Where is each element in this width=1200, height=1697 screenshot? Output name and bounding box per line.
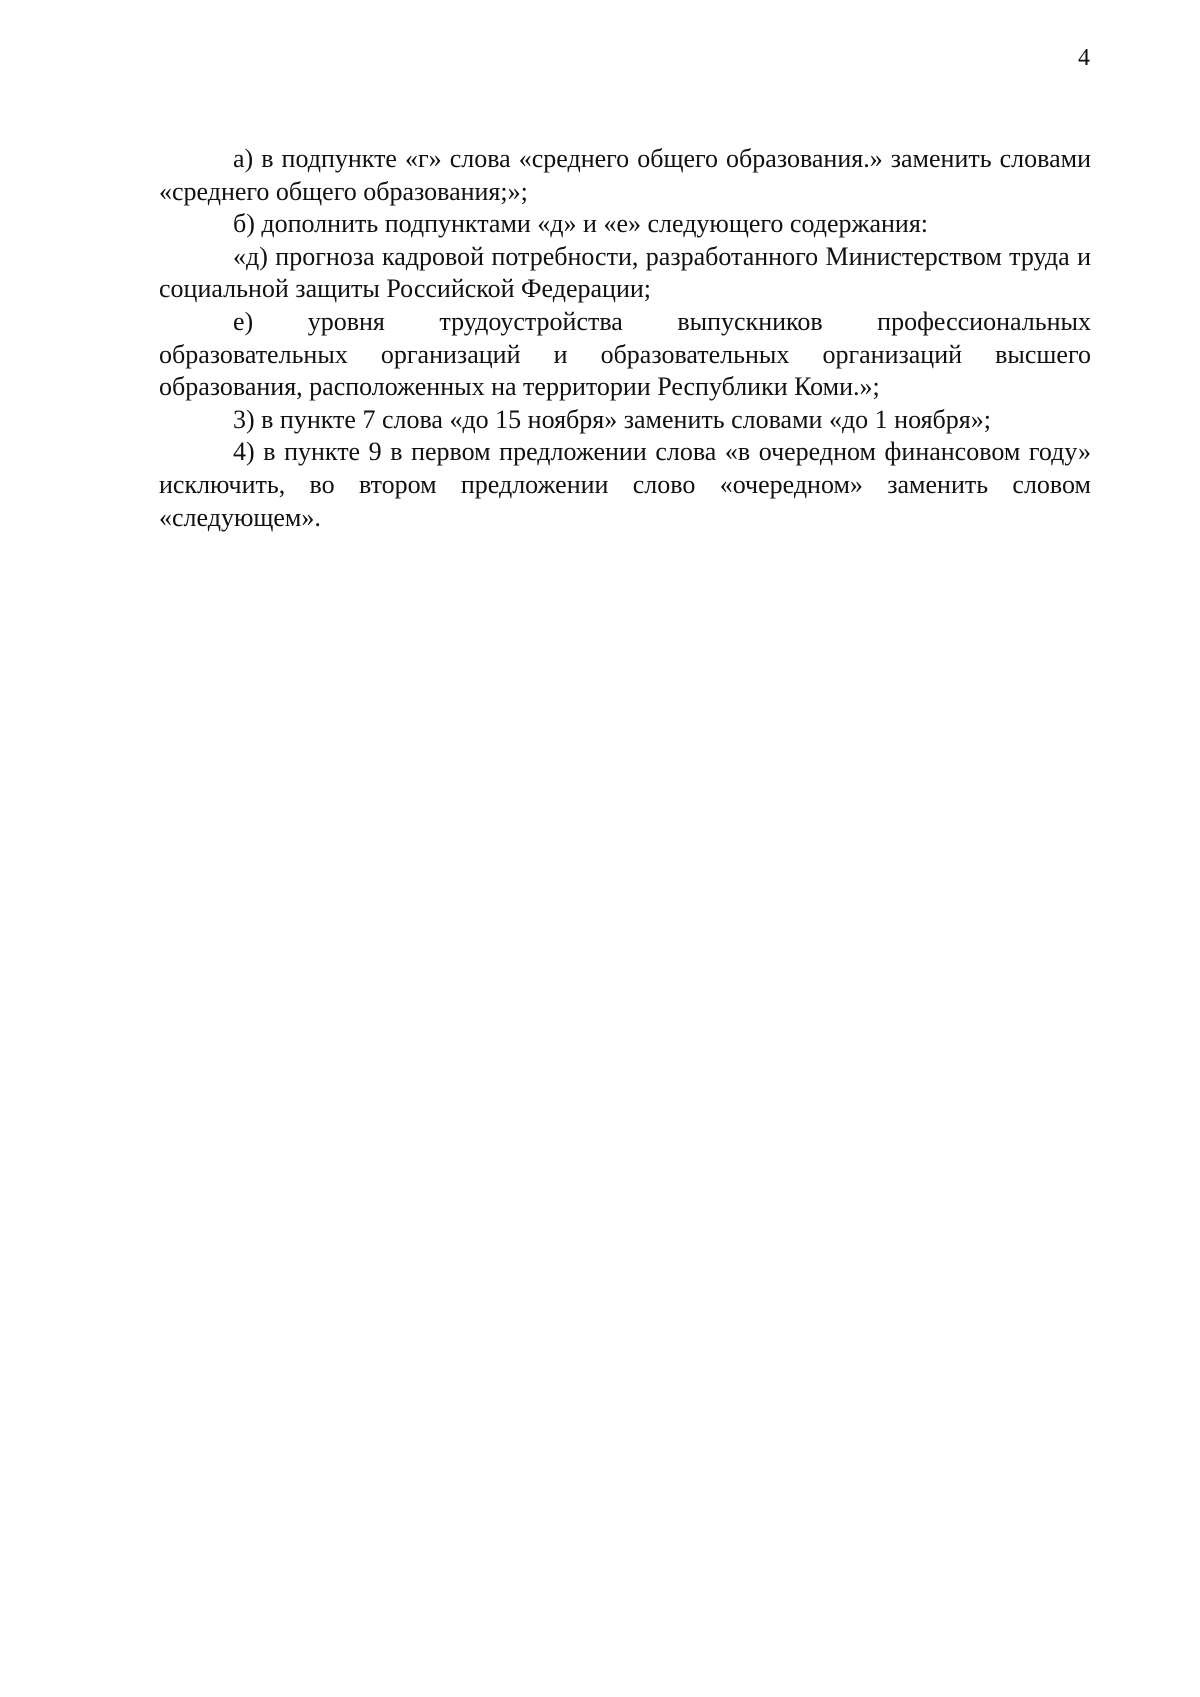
paragraph-item-4: 4) в пункте 9 в первом предложении слова «в очередном финансовом году» исключить, во втором предложении слово «очередном» заменить словом «следующем». [159,437,1091,532]
paragraph-item-b: б) дополнить подпунктами «д» и «е» следующего содержания: [233,209,929,239]
paragraph-item-a: а) в подпункте «г» слова «среднего общего образования.» заменить словами «среднего общего образования;»; [159,144,1091,206]
paragraph-subitem-e: е) уровня трудоустройства выпускников профессиональных образовательных организаций и образовательных организаций высшего образования, расположенных на территории Республики Коми.»; [159,306,1091,402]
paragraph-subitem-d: «д) прогноза кадровой потребности, разработанного Министерством труда и социальной защиты Российской Федерации; [159,241,1091,304]
paragraph-item-3: 3) в пункте 7 слова «до 15 ноября» заменить словами «до 1 ноября»; [233,404,991,434]
page-number: 4 [1078,45,1090,71]
document-body [159,143,1091,534]
